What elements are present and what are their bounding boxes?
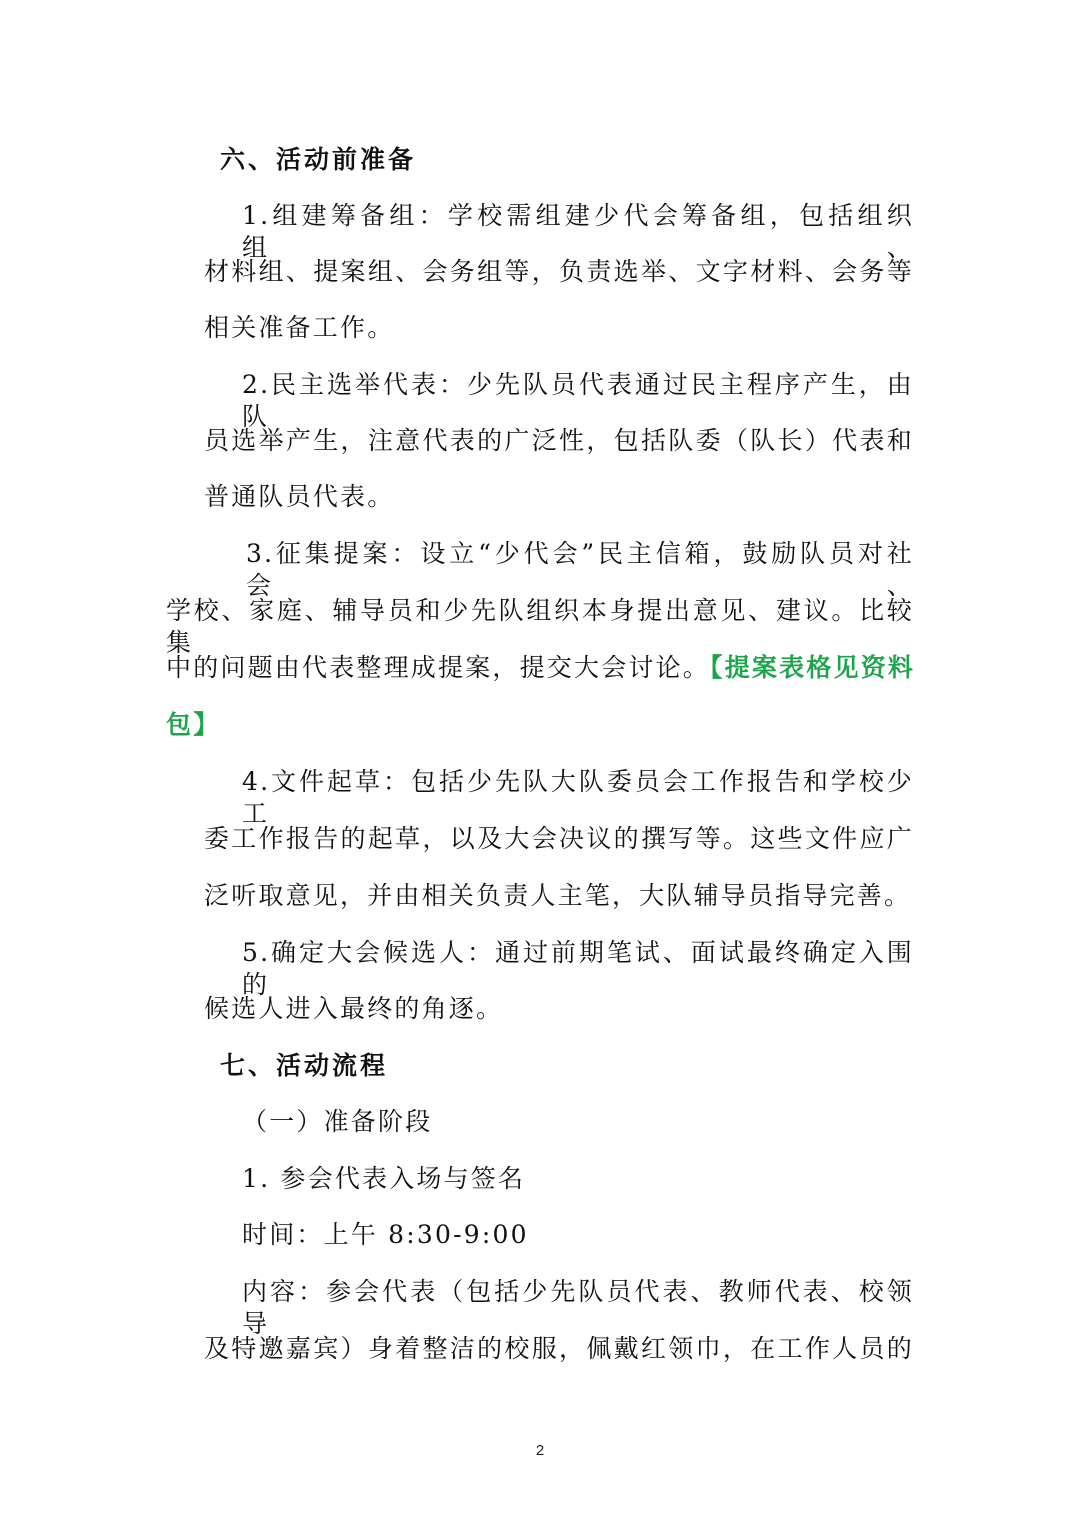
paragraph-line: 普通队员代表。	[204, 482, 395, 511]
resource-pack-note: 包】	[166, 710, 221, 739]
paragraph-line: 材料组、提案组、会务组等，负责选举、文字材料、会务等	[204, 257, 914, 286]
paragraph-line: 委工作报告的起草，以及大会决议的撰写等。这些文件应广	[204, 824, 914, 853]
paragraph-line: 3.征集提案：设立“少代会”民主信箱，鼓励队员对社会、	[246, 539, 914, 600]
paragraph-line: 5.确定大会候选人：通过前期笔试、面试最终确定入围的	[242, 938, 914, 999]
step-title: 1. 参会代表入场与签名	[242, 1164, 526, 1193]
paragraph-line: 1.组建筹备组：学校需组建少代会筹备组，包括组织组、	[242, 201, 914, 262]
paragraph-line: 4.文件起草：包括少先队大队委员会工作报告和学校少工	[242, 767, 914, 828]
paragraph-line: 相关准备工作。	[204, 313, 395, 342]
page-number: 2	[535, 1442, 545, 1459]
paragraph-line	[166, 652, 915, 684]
paragraph-line: 泛听取意见，并由相关负责人主笔，大队辅导员指导完善。	[204, 881, 912, 910]
paragraph-line: 内容：参会代表（包括少先队员代表、教师代表、校领导	[242, 1277, 914, 1338]
section-heading-preparation: 六、活动前准备	[220, 145, 417, 174]
subsection-title: （一）准备阶段	[242, 1107, 433, 1136]
paragraph-line: 学校、家庭、辅导员和少先队组织本身提出意见、建议。比较集	[166, 596, 914, 657]
section-heading-process: 七、活动流程	[220, 1051, 389, 1080]
paragraph-line: 员选举产生，注意代表的广泛性，包括队委（队长）代表和	[204, 426, 914, 455]
paragraph-line: 候选人进入最终的角逐。	[204, 994, 504, 1023]
paragraph-line: 2.民主选举代表：少先队员代表通过民主程序产生，由队	[242, 370, 914, 431]
paragraph-text: 中的问题由代表整理成提案，提交大会讨论。	[166, 653, 711, 682]
paragraph-line: 及特邀嘉宾）身着整洁的校服，佩戴红领巾，在工作人员的	[204, 1334, 914, 1363]
resource-pack-note: 【提案表格见资料	[710, 653, 916, 682]
time-line: 时间：上午 8:30-9:00	[242, 1220, 529, 1249]
